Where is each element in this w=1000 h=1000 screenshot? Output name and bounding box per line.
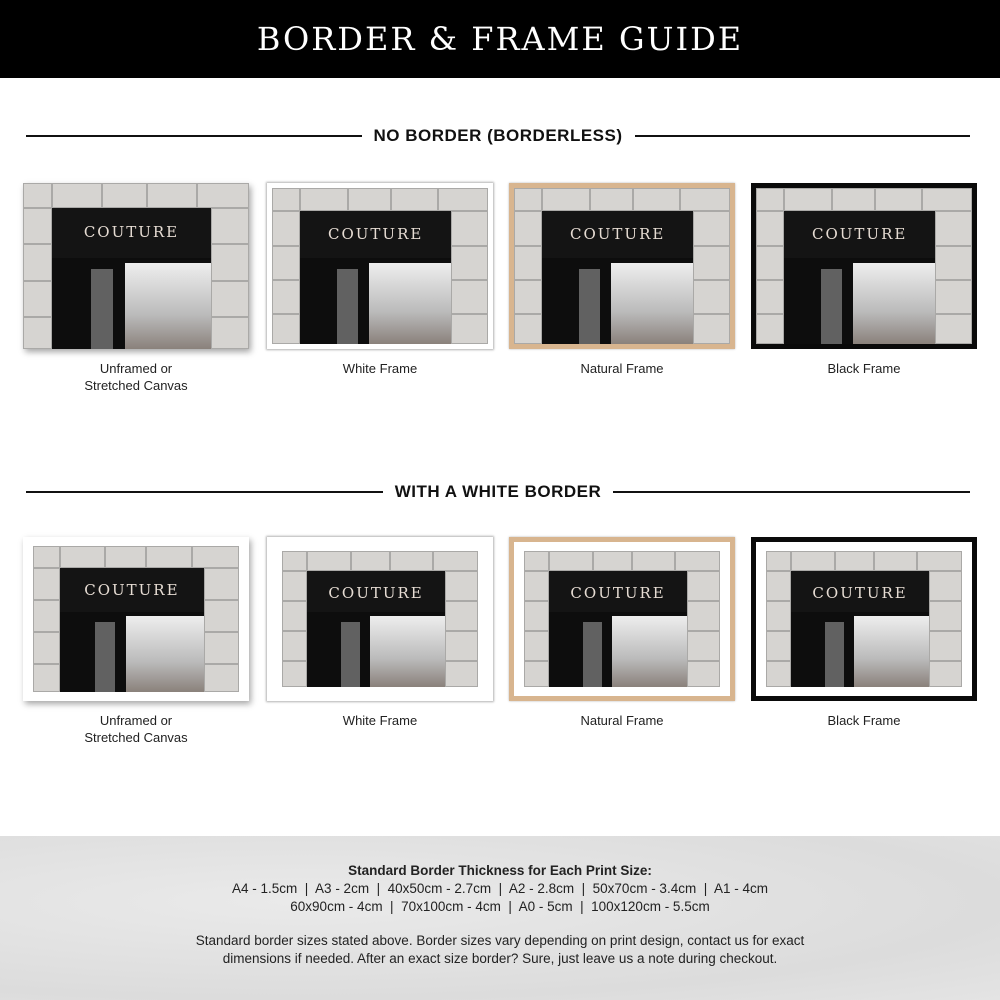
glass-door xyxy=(579,269,601,344)
header-banner xyxy=(0,0,1000,78)
stone-block xyxy=(451,211,488,245)
stone-block xyxy=(784,188,832,211)
frame-label xyxy=(744,712,984,729)
stone-block xyxy=(935,246,972,280)
stone-block xyxy=(105,546,146,568)
stone-block xyxy=(929,661,962,687)
stone-block xyxy=(272,188,300,211)
stone-block xyxy=(514,211,542,245)
stone-block xyxy=(874,551,917,571)
stone-block xyxy=(687,601,720,631)
stone-block xyxy=(791,551,834,571)
frame-label-line2: Stretched Canvas xyxy=(84,378,188,393)
stone-block xyxy=(935,211,972,245)
stone-block xyxy=(204,664,239,692)
stone-block xyxy=(272,211,300,245)
frame-label-line1: Natural Frame xyxy=(580,713,664,728)
shop-window xyxy=(611,263,693,344)
frame-label xyxy=(744,360,984,377)
white-border-mat xyxy=(756,542,972,696)
stone-block xyxy=(147,183,197,208)
frame-label-line1: White Frame xyxy=(342,361,418,376)
frame-label-line1: Natural Frame xyxy=(580,361,664,376)
stone-block xyxy=(766,601,791,631)
artwork-preview-black-with-border xyxy=(751,537,977,701)
glass-door xyxy=(821,269,843,344)
border-info-panel xyxy=(0,836,1000,1000)
stone-block xyxy=(211,281,249,318)
stone-block xyxy=(514,314,542,344)
stone-block xyxy=(766,631,791,661)
shop-window xyxy=(370,616,445,687)
stone-block xyxy=(687,571,720,601)
stone-block xyxy=(832,188,875,211)
stone-block xyxy=(633,188,681,211)
section-title: WITH A WHITE BORDER xyxy=(394,482,602,501)
artwork-preview-white-with-border xyxy=(267,537,493,701)
stone-block xyxy=(451,314,488,344)
stone-block xyxy=(514,246,542,280)
artwork-preview-natural-borderless xyxy=(509,183,735,349)
artwork-preview-black-borderless xyxy=(751,183,977,349)
frame-label xyxy=(16,360,256,394)
section-title: NO BORDER (BORDERLESS) xyxy=(373,126,623,145)
stone-block xyxy=(272,314,300,344)
stone-block xyxy=(542,188,590,211)
info-note-line1: Standard border sizes stated above. Border sizes vary depending on print design, contact us for exact xyxy=(195,933,805,948)
couture-sign: COUTURE xyxy=(83,222,180,241)
glass-door xyxy=(337,269,359,344)
stone-block xyxy=(680,188,730,211)
stone-block xyxy=(52,183,102,208)
stone-block xyxy=(524,571,549,601)
stone-block xyxy=(23,281,52,318)
frame-label xyxy=(502,712,742,729)
stone-block xyxy=(23,183,52,208)
stone-block xyxy=(282,601,307,631)
artwork-image xyxy=(282,551,478,687)
stone-block xyxy=(524,631,549,661)
stone-block xyxy=(33,568,60,600)
artwork-image xyxy=(766,551,962,687)
stone-block xyxy=(766,571,791,601)
shop-window xyxy=(125,263,211,349)
stone-block xyxy=(272,246,300,280)
glass-door xyxy=(583,622,603,687)
stone-block xyxy=(929,571,962,601)
stone-block xyxy=(445,661,478,687)
stone-block xyxy=(766,661,791,687)
stone-block xyxy=(451,246,488,280)
frame-label xyxy=(260,360,500,377)
stone-block xyxy=(675,551,720,571)
stone-block xyxy=(23,317,52,349)
stone-block xyxy=(445,631,478,661)
couture-sign: COUTURE xyxy=(812,225,908,244)
couture-sign: COUTURE xyxy=(570,225,666,244)
stone-block xyxy=(687,661,720,687)
stone-block xyxy=(875,188,923,211)
stone-block xyxy=(33,632,60,664)
stone-block xyxy=(272,280,300,314)
stone-block xyxy=(451,280,488,314)
stone-block xyxy=(632,551,675,571)
stone-block xyxy=(351,551,390,571)
stone-block xyxy=(756,211,784,245)
glass-door xyxy=(825,622,845,687)
stone-block xyxy=(197,183,249,208)
stone-block xyxy=(204,632,239,664)
glass-door xyxy=(95,622,116,692)
stone-block xyxy=(917,551,962,571)
white-border-mat xyxy=(23,537,249,701)
artwork-preview-none-borderless xyxy=(23,183,249,349)
stone-block xyxy=(204,568,239,600)
artwork-image xyxy=(33,546,239,692)
artwork-image xyxy=(756,188,972,344)
stone-block xyxy=(929,631,962,661)
stone-block xyxy=(693,211,730,245)
artwork-preview-white-borderless xyxy=(267,183,493,349)
stone-block xyxy=(204,600,239,632)
couture-sign: COUTURE xyxy=(328,583,424,602)
stone-block xyxy=(23,208,52,245)
shop-window xyxy=(853,263,935,344)
stone-block xyxy=(524,661,549,687)
stone-block xyxy=(211,208,249,245)
stone-block xyxy=(756,246,784,280)
artwork-image xyxy=(524,551,720,687)
stone-block xyxy=(282,551,307,571)
stone-block xyxy=(935,280,972,314)
stone-block xyxy=(756,188,784,211)
frame-label xyxy=(502,360,742,377)
stone-block xyxy=(348,188,391,211)
stone-block xyxy=(445,571,478,601)
info-sizes-line1: A4 - 1.5cm | A3 - 2cm | 40x50cm - 2.7cm | A2 - 2.8cm | 50x70cm - 3.4cm | A1 - 4cm xyxy=(232,881,768,896)
frame-label xyxy=(16,712,256,746)
stone-block xyxy=(60,546,105,568)
white-border-mat xyxy=(514,542,730,696)
white-border-mat xyxy=(272,542,488,696)
artwork-preview-natural-with-border xyxy=(509,537,735,701)
stone-block xyxy=(693,246,730,280)
stone-block xyxy=(282,571,307,601)
stone-block xyxy=(514,280,542,314)
stone-block xyxy=(756,314,784,344)
stone-block xyxy=(282,661,307,687)
stone-block xyxy=(524,551,549,571)
stone-block xyxy=(922,188,972,211)
couture-sign: COUTURE xyxy=(84,581,180,600)
stone-block xyxy=(438,188,488,211)
stone-block xyxy=(593,551,632,571)
stone-block xyxy=(549,551,592,571)
couture-sign: COUTURE xyxy=(570,583,666,602)
glass-door xyxy=(341,622,361,687)
stone-block xyxy=(693,280,730,314)
shop-window xyxy=(854,616,929,687)
couture-sign: COUTURE xyxy=(328,225,424,244)
stone-block xyxy=(693,314,730,344)
stone-block xyxy=(307,551,350,571)
stone-block xyxy=(391,188,439,211)
divider xyxy=(26,135,362,137)
divider xyxy=(26,491,383,493)
frame-label-line2: Stretched Canvas xyxy=(84,730,188,745)
stone-block xyxy=(33,600,60,632)
couture-sign: COUTURE xyxy=(812,583,908,602)
stone-block xyxy=(211,244,249,281)
shop-window xyxy=(126,616,204,692)
shop-window xyxy=(369,263,451,344)
glass-door xyxy=(91,269,114,349)
stone-block xyxy=(102,183,147,208)
info-note-line2: dimensions if needed. After an exact size border? Sure, just leave us a note during checkout. xyxy=(222,951,778,966)
page-title: BORDER & FRAME GUIDE xyxy=(256,20,744,58)
stone-block xyxy=(23,244,52,281)
stone-block xyxy=(687,631,720,661)
stone-block xyxy=(146,546,191,568)
info-sizes-line2: 60x90cm - 4cm | 70x100cm - 4cm | A0 - 5cm | 100x120cm - 5.5cm xyxy=(290,899,710,914)
stone-block xyxy=(835,551,874,571)
artwork-image xyxy=(272,188,488,344)
stone-block xyxy=(211,317,249,349)
artwork-preview-none-with-border xyxy=(23,537,249,701)
stone-block xyxy=(756,280,784,314)
stone-block xyxy=(590,188,633,211)
stone-block xyxy=(524,601,549,631)
stone-block xyxy=(300,188,348,211)
stone-block xyxy=(390,551,433,571)
stone-block xyxy=(192,546,239,568)
stone-block xyxy=(514,188,542,211)
stone-block xyxy=(33,664,60,692)
stone-block xyxy=(433,551,478,571)
divider xyxy=(613,491,970,493)
stone-block xyxy=(929,601,962,631)
artwork-image xyxy=(23,183,249,349)
stone-block xyxy=(33,546,60,568)
section-heading-white-border xyxy=(26,482,970,502)
stone-block xyxy=(766,551,791,571)
stone-block xyxy=(282,631,307,661)
frame-label-line1: Black Frame xyxy=(827,361,901,376)
frame-label-line1: White Frame xyxy=(342,713,418,728)
shop-window xyxy=(612,616,687,687)
info-title: Standard Border Thickness for Each Print Size: xyxy=(348,863,652,878)
section-heading-borderless xyxy=(26,126,970,146)
stone-block xyxy=(445,601,478,631)
frame-label-line1: Unframed or xyxy=(99,361,173,376)
artwork-image xyxy=(514,188,730,344)
frame-label-line1: Unframed or xyxy=(99,713,173,728)
frame-label xyxy=(260,712,500,729)
divider xyxy=(635,135,971,137)
stone-block xyxy=(935,314,972,344)
frame-label-line1: Black Frame xyxy=(827,713,901,728)
